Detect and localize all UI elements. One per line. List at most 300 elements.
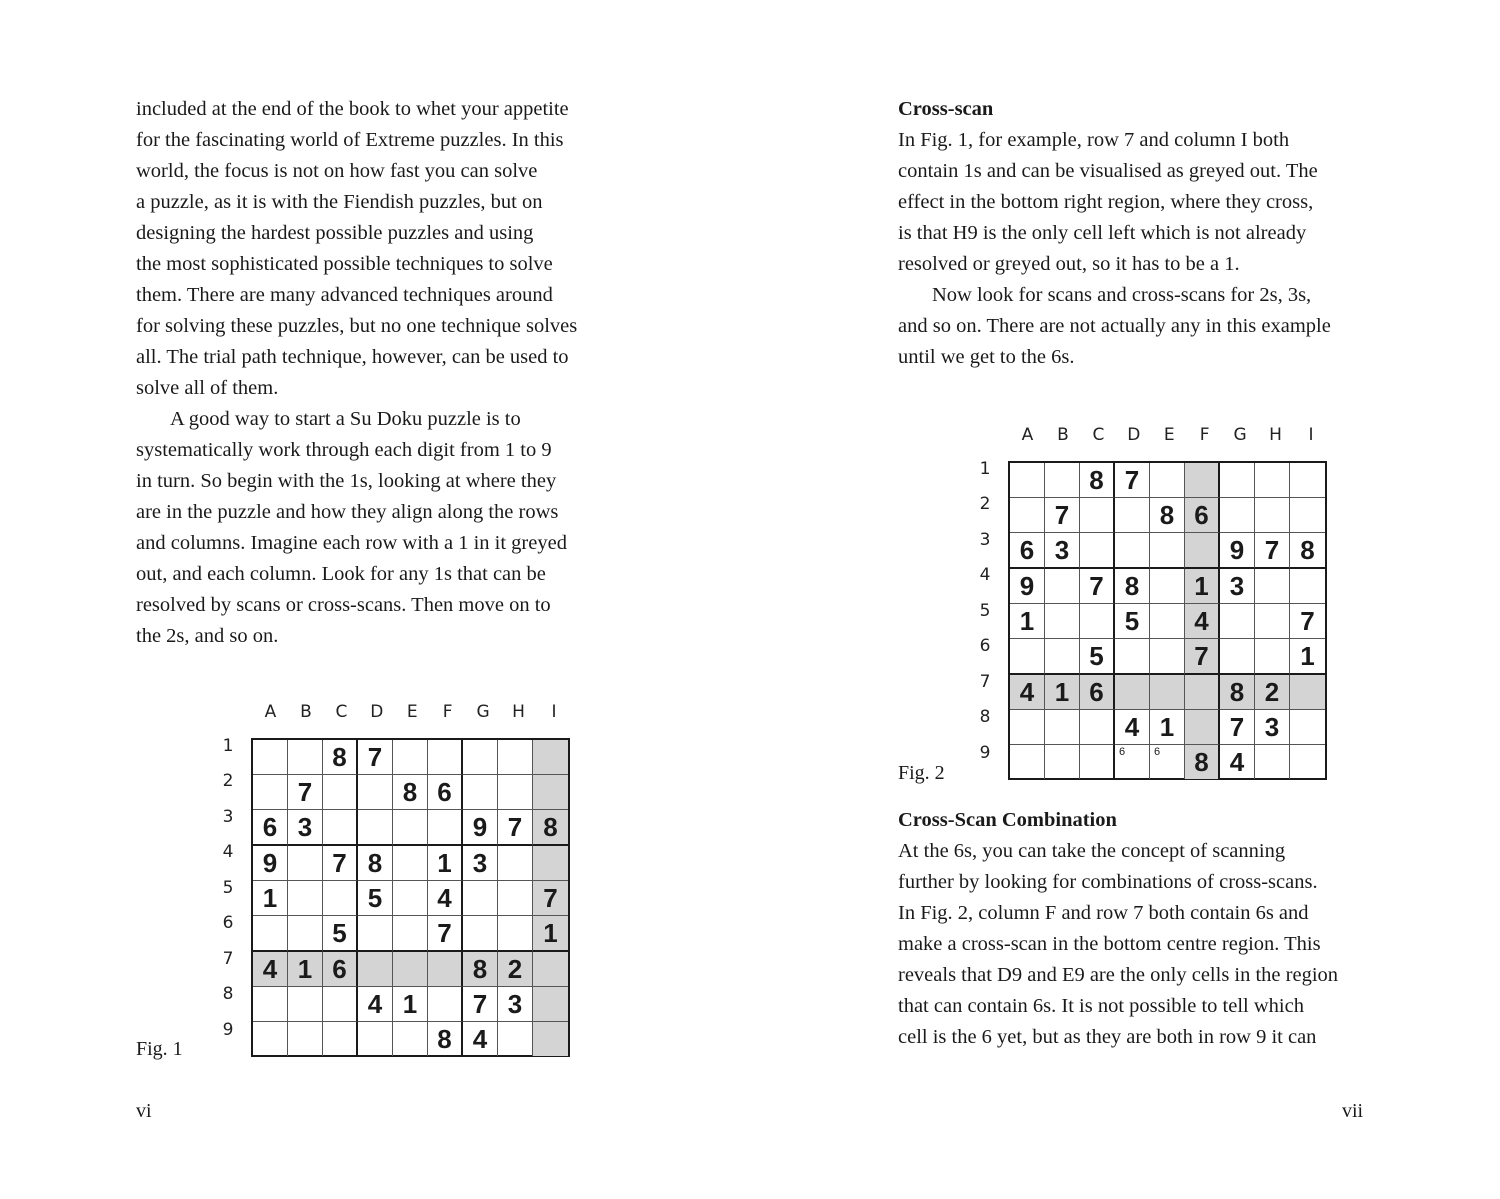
cell-value: 7 [507, 812, 523, 842]
cell-value: 3 [1229, 571, 1245, 601]
column-label: G [476, 702, 490, 722]
sudoku-cell [1290, 675, 1325, 710]
cell-value: 4 [262, 954, 278, 984]
column-label: D [1127, 425, 1141, 445]
sudoku-cell [1045, 569, 1080, 604]
cross-scan-combination-section [898, 805, 1338, 1053]
sudoku-cell [498, 952, 533, 987]
sudoku-cell [288, 846, 323, 881]
sudoku-cell [358, 775, 393, 810]
figure-1-label: Fig. 1 [136, 1038, 183, 1060]
text-line: in turn. So begin with the 1s, looking at where they [136, 470, 557, 492]
cell-value: 8 [1194, 747, 1209, 777]
sudoku-cell [393, 846, 428, 881]
sudoku-cell [1185, 710, 1220, 745]
cell-value: 1 [1054, 677, 1070, 707]
cell-value: 7 [1300, 606, 1315, 636]
sudoku-cell [1010, 463, 1045, 498]
sudoku-cell [1045, 533, 1080, 569]
cell-value: 7 [1089, 571, 1104, 601]
left-body-text [136, 94, 577, 652]
row-label: 6 [222, 913, 234, 934]
sudoku-cell [253, 846, 288, 881]
cell-value: 7 [297, 777, 313, 807]
sudoku-cell [1045, 639, 1080, 675]
sudoku-cell [1255, 745, 1290, 779]
sudoku-cell [428, 775, 463, 810]
sudoku-cell [253, 916, 288, 952]
sudoku-cell [1010, 498, 1045, 533]
column-label: B [1057, 425, 1069, 445]
cell-value: 9 [1229, 535, 1245, 565]
cell-value: 7 [1054, 500, 1070, 530]
text-line: all. The trial path technique, however, can be used to [136, 346, 569, 368]
cell-value: 5 [1089, 641, 1104, 671]
cell-value: 1 [297, 954, 313, 984]
sudoku-cell [1115, 533, 1150, 569]
column-label: G [1233, 425, 1247, 445]
cell-value: 5 [332, 918, 347, 948]
cell-value: 1 [1300, 641, 1315, 671]
sudoku-cell [288, 881, 323, 916]
sudoku-cell [463, 775, 498, 810]
cell-value: 7 [367, 742, 383, 772]
sudoku-cell [1080, 604, 1115, 639]
sudoku-cell [533, 775, 568, 810]
sudoku-cell [533, 987, 568, 1022]
text-line: that can contain 6s. It is not possible to tell which [898, 995, 1304, 1017]
cell-value: 3 [297, 812, 313, 842]
sudoku-cell [1255, 710, 1290, 745]
sudoku-cell [1150, 569, 1185, 604]
sudoku-cell [253, 810, 288, 846]
sudoku-cell [253, 987, 288, 1022]
sudoku-cell [323, 1022, 358, 1056]
sudoku-cell [1150, 604, 1185, 639]
sudoku-cell [1185, 569, 1220, 604]
sudoku-cell [533, 810, 568, 846]
sudoku-cell [393, 952, 428, 987]
sudoku-cell [463, 740, 498, 775]
text-line: and columns. Imagine each row with a 1 in it greyed [136, 532, 567, 554]
right-page [750, 0, 1500, 1199]
sudoku-cell [1045, 710, 1080, 745]
row-label: 1 [222, 736, 234, 756]
cell-value: 8 [1159, 500, 1175, 530]
sudoku-cell [1185, 463, 1220, 498]
sudoku-cell [393, 740, 428, 775]
text-line: are in the puzzle and how they align along the rows [136, 501, 559, 523]
sudoku-cell [253, 1022, 288, 1056]
sudoku-cell [1220, 569, 1255, 604]
sudoku-cell [1010, 710, 1045, 745]
cell-value: 4 [1019, 677, 1035, 707]
cell-value: 6 [262, 812, 278, 842]
cross-scan-heading: Cross-scan [898, 98, 994, 120]
cell-value: 3 [507, 989, 523, 1019]
sudoku-cell [1185, 675, 1220, 710]
sudoku-cell [1150, 639, 1185, 675]
sudoku-cell [1080, 745, 1115, 779]
cell-value: 7 [1264, 535, 1280, 565]
column-label: F [1199, 425, 1210, 445]
row-label: 9 [222, 1019, 234, 1040]
sudoku-cell [1150, 675, 1185, 710]
row-label: 9 [979, 742, 991, 763]
sudoku-cell [533, 952, 568, 987]
cell-value: 2 [1264, 677, 1280, 707]
sudoku-cell [463, 846, 498, 881]
sudoku-cell [1220, 675, 1255, 710]
sudoku-cell [1010, 639, 1045, 675]
row-label: 5 [222, 877, 234, 898]
sudoku-cell [1220, 604, 1255, 639]
sudoku-cell [393, 987, 428, 1022]
sudoku-cell [1185, 533, 1220, 569]
sudoku-cell [1150, 710, 1185, 745]
cell-value: 1 [543, 918, 558, 948]
cell-value: 6 [1194, 500, 1209, 530]
column-label: E [406, 702, 418, 722]
sudoku-cell [1290, 710, 1325, 745]
cell-value: 4 [472, 1024, 488, 1054]
cell-value: 7 [332, 848, 347, 878]
page-number-right: vii [1342, 1100, 1364, 1122]
sudoku-cell [288, 740, 323, 775]
pencil-mark: 6 [1154, 746, 1161, 758]
sudoku-cell [498, 740, 533, 775]
cell-value: 8 [1300, 535, 1315, 565]
sudoku-cell [1290, 463, 1325, 498]
sudoku-cell [1290, 604, 1325, 639]
sudoku-cell [1220, 745, 1255, 779]
row-label: 4 [222, 842, 234, 863]
text-line: Now look for scans and cross-scans for 2s, 3s, [932, 284, 1312, 306]
cell-value: 2 [507, 954, 523, 984]
text-line: included at the end of the book to whet your appetite [136, 98, 569, 120]
row-label: 8 [979, 707, 991, 728]
cell-value: 8 [367, 848, 383, 878]
row-label: 7 [979, 671, 991, 692]
text-line: solve all of them. [136, 377, 279, 399]
sudoku-grid [1008, 461, 1327, 780]
cell-value: 6 [437, 777, 452, 807]
sudoku-cell [1150, 463, 1185, 498]
sudoku-cell [498, 775, 533, 810]
sudoku-cell [533, 846, 568, 881]
text-line: At the 6s, you can take the concept of scanning [898, 840, 1286, 862]
column-label: A [264, 702, 277, 722]
row-label: 3 [222, 806, 234, 827]
sudoku-cell [1115, 569, 1150, 604]
row-label: 7 [222, 948, 234, 969]
cell-value: 1 [1159, 712, 1175, 742]
sudoku-cell [1185, 498, 1220, 533]
cell-value: 6 [1089, 677, 1104, 707]
text-line: world, the focus is not on how fast you can solve [136, 160, 538, 182]
sudoku-cell [428, 810, 463, 846]
column-label: I [551, 702, 557, 722]
cell-value: 5 [1124, 606, 1140, 636]
row-label: 2 [979, 494, 991, 515]
cross-scan-combination-heading: Cross-Scan Combination [898, 809, 1117, 831]
column-label: A [1021, 425, 1034, 445]
sudoku-cell [498, 1022, 533, 1056]
text-line: effect in the bottom right region, where they cross, [898, 191, 1314, 213]
cell-value: 7 [543, 883, 558, 913]
sudoku-cell [1150, 533, 1185, 569]
cell-value: 9 [472, 812, 488, 842]
sudoku-cell [428, 740, 463, 775]
sudoku-cell [1290, 569, 1325, 604]
sudoku-cell [1045, 604, 1080, 639]
sudoku-cell [1290, 533, 1325, 569]
cell-value: 7 [1124, 465, 1140, 495]
cell-value: 3 [1264, 712, 1280, 742]
sudoku-cell [1220, 710, 1255, 745]
sudoku-cell [323, 881, 358, 916]
sudoku-cell [428, 952, 463, 987]
sudoku-cell [1115, 463, 1150, 498]
sudoku-cell [1220, 498, 1255, 533]
sudoku-cell [323, 987, 358, 1022]
sudoku-cell [253, 952, 288, 987]
page-number-left: vi [136, 1100, 152, 1122]
sudoku-cell [358, 916, 393, 952]
sudoku-cell [533, 1022, 568, 1056]
sudoku-cell [1010, 533, 1045, 569]
sudoku-cell [498, 810, 533, 846]
cell-value: 9 [262, 848, 278, 878]
cell-value: 8 [1089, 465, 1104, 495]
cell-value: 1 [262, 883, 278, 913]
sudoku-cell [428, 987, 463, 1022]
sudoku-cell [463, 916, 498, 952]
column-label: H [512, 702, 525, 722]
sudoku-cell [1010, 745, 1045, 779]
column-label: I [1308, 425, 1314, 445]
sudoku-cell [288, 987, 323, 1022]
cell-value: 8 [1229, 677, 1245, 707]
cell-value: 1 [1194, 571, 1209, 601]
sudoku-cell [288, 916, 323, 952]
sudoku-cell [463, 987, 498, 1022]
sudoku-cell [1150, 498, 1185, 533]
sudoku-cell [323, 916, 358, 952]
text-line: cell is the 6 yet, but as they are both in row 9 it can [898, 1026, 1317, 1048]
text-line: resolved by scans or cross-scans. Then move on to [136, 594, 551, 616]
sudoku-cell [1010, 604, 1045, 639]
sudoku-grid [251, 738, 570, 1057]
sudoku-cell [498, 881, 533, 916]
text-line: systematically work through each digit from 1 to 9 [136, 439, 552, 461]
sudoku-cell [253, 881, 288, 916]
cell-value: 9 [1019, 571, 1035, 601]
text-line: the 2s, and so on. [136, 625, 279, 647]
sudoku-cell [1080, 463, 1115, 498]
sudoku-cell [533, 916, 568, 952]
sudoku-cell [1150, 745, 1185, 779]
cell-value: 4 [437, 883, 452, 913]
text-line: a puzzle, as it is with the Fiendish puzzles, but on [136, 191, 543, 213]
sudoku-cell [1115, 498, 1150, 533]
sudoku-cell [1080, 569, 1115, 604]
sudoku-cell [323, 846, 358, 881]
figure-2-label: Fig. 2 [898, 762, 945, 784]
sudoku-cell [463, 1022, 498, 1056]
sudoku-cell [358, 952, 393, 987]
sudoku-cell [393, 916, 428, 952]
sudoku-cell [1080, 675, 1115, 710]
pencil-mark: 6 [1119, 746, 1126, 758]
cell-value: 4 [1124, 712, 1140, 742]
row-label: 1 [979, 459, 991, 479]
cell-value: 8 [402, 777, 418, 807]
sudoku-cell [358, 1022, 393, 1056]
text-line: until we get to the 6s. [898, 346, 1075, 368]
cell-value: 7 [1229, 712, 1245, 742]
sudoku-cell [428, 1022, 463, 1056]
cell-value: 1 [402, 989, 418, 1019]
sudoku-cell [323, 775, 358, 810]
sudoku-cell [1080, 533, 1115, 569]
text-line: resolved or greyed out, so it has to be a 1. [898, 253, 1240, 275]
sudoku-cell [463, 952, 498, 987]
row-label: 4 [979, 565, 991, 586]
cell-value: 7 [472, 989, 488, 1019]
sudoku-cell [358, 846, 393, 881]
column-label: B [300, 702, 312, 722]
sudoku-cell [393, 810, 428, 846]
sudoku-cell [393, 1022, 428, 1056]
text-line: designing the hardest possible puzzles and using [136, 222, 534, 244]
cell-value: 8 [437, 1024, 452, 1054]
sudoku-cell [1115, 604, 1150, 639]
sudoku-cell [358, 810, 393, 846]
sudoku-cell [1185, 639, 1220, 675]
sudoku-cell [393, 881, 428, 916]
text-line: In Fig. 1, for example, row 7 and column I both [898, 129, 1290, 151]
cell-value: 6 [1019, 535, 1035, 565]
sudoku-cell [358, 740, 393, 775]
sudoku-cell [463, 881, 498, 916]
sudoku-cell [288, 1022, 323, 1056]
sudoku-cell [1255, 639, 1290, 675]
sudoku-cell [1115, 639, 1150, 675]
sudoku-cell [1115, 745, 1150, 779]
sudoku-cell [1045, 463, 1080, 498]
column-label: H [1269, 425, 1282, 445]
column-label: C [1092, 425, 1105, 445]
sudoku-cell [1115, 675, 1150, 710]
sudoku-cell [288, 775, 323, 810]
text-line: for the fascinating world of Extreme puzzles. In this [136, 129, 564, 151]
cross-scan-section [898, 94, 1331, 373]
cell-value: 4 [367, 989, 383, 1019]
sudoku-cell [1185, 745, 1220, 779]
sudoku-cell [533, 881, 568, 916]
row-label: 3 [979, 529, 991, 550]
cell-value: 4 [1194, 606, 1209, 636]
sudoku-cell [1255, 604, 1290, 639]
cell-value: 3 [472, 848, 488, 878]
cell-value: 7 [437, 918, 452, 948]
sudoku-cell [1080, 710, 1115, 745]
sudoku-cell [1255, 569, 1290, 604]
sudoku-cell [428, 881, 463, 916]
text-line: further by looking for combinations of cross-scans. [898, 871, 1318, 893]
column-label: F [442, 702, 453, 722]
row-label: 8 [222, 984, 234, 1005]
sudoku-cell [428, 846, 463, 881]
text-line: In Fig. 2, column F and row 7 both contain 6s and [898, 902, 1309, 924]
sudoku-cell [323, 740, 358, 775]
text-line: and so on. There are not actually any in this example [898, 315, 1331, 337]
cell-value: 6 [332, 954, 347, 984]
cell-value: 8 [543, 812, 558, 842]
cell-value: 3 [1054, 535, 1070, 565]
sudoku-cell [1010, 569, 1045, 604]
text-line: out, and each column. Look for any 1s that can be [136, 563, 546, 585]
sudoku-cell [253, 740, 288, 775]
sudoku-cell [1220, 463, 1255, 498]
cell-value: 5 [367, 883, 383, 913]
sudoku-cell [498, 987, 533, 1022]
text-line: reveals that D9 and E9 are the only cells in the region [898, 964, 1339, 986]
sudoku-cell [1255, 463, 1290, 498]
sudoku-cell [288, 952, 323, 987]
sudoku-cell [393, 775, 428, 810]
cell-value: 1 [1019, 606, 1035, 636]
text-line: is that H9 is the only cell left which is not already [898, 222, 1307, 244]
sudoku-cell [323, 810, 358, 846]
sudoku-cell [463, 810, 498, 846]
sudoku-cell [288, 810, 323, 846]
text-line: for solving these puzzles, but no one technique solves [136, 315, 578, 337]
cell-value: 4 [1229, 747, 1245, 777]
text-line: the most sophisticated possible techniques to solve [136, 253, 553, 275]
row-label: 2 [222, 771, 234, 792]
sudoku-cell [1080, 639, 1115, 675]
column-label: C [335, 702, 348, 722]
text-line: them. There are many advanced techniques around [136, 284, 553, 306]
sudoku-cell [1220, 639, 1255, 675]
sudoku-cell [1080, 498, 1115, 533]
sudoku-cell [1045, 675, 1080, 710]
sudoku-cell [1115, 710, 1150, 745]
text-line: A good way to start a Su Doku puzzle is to [170, 408, 521, 430]
cell-value: 1 [437, 848, 452, 878]
column-label: E [1163, 425, 1175, 445]
cell-value: 8 [1124, 571, 1140, 601]
sudoku-cell [1255, 675, 1290, 710]
sudoku-cell [533, 740, 568, 775]
sudoku-cell [323, 952, 358, 987]
sudoku-cell [1255, 533, 1290, 569]
column-label: D [370, 702, 384, 722]
sudoku-cell [253, 775, 288, 810]
cell-value: 8 [472, 954, 488, 984]
sudoku-cell [498, 916, 533, 952]
sudoku-cell [1045, 498, 1080, 533]
sudoku-cell [1290, 639, 1325, 675]
sudoku-cell [428, 916, 463, 952]
sudoku-cell [1010, 675, 1045, 710]
cell-value: 7 [1194, 641, 1209, 671]
sudoku-cell [358, 881, 393, 916]
text-line: contain 1s and can be visualised as greyed out. The [898, 160, 1318, 182]
sudoku-cell [498, 846, 533, 881]
